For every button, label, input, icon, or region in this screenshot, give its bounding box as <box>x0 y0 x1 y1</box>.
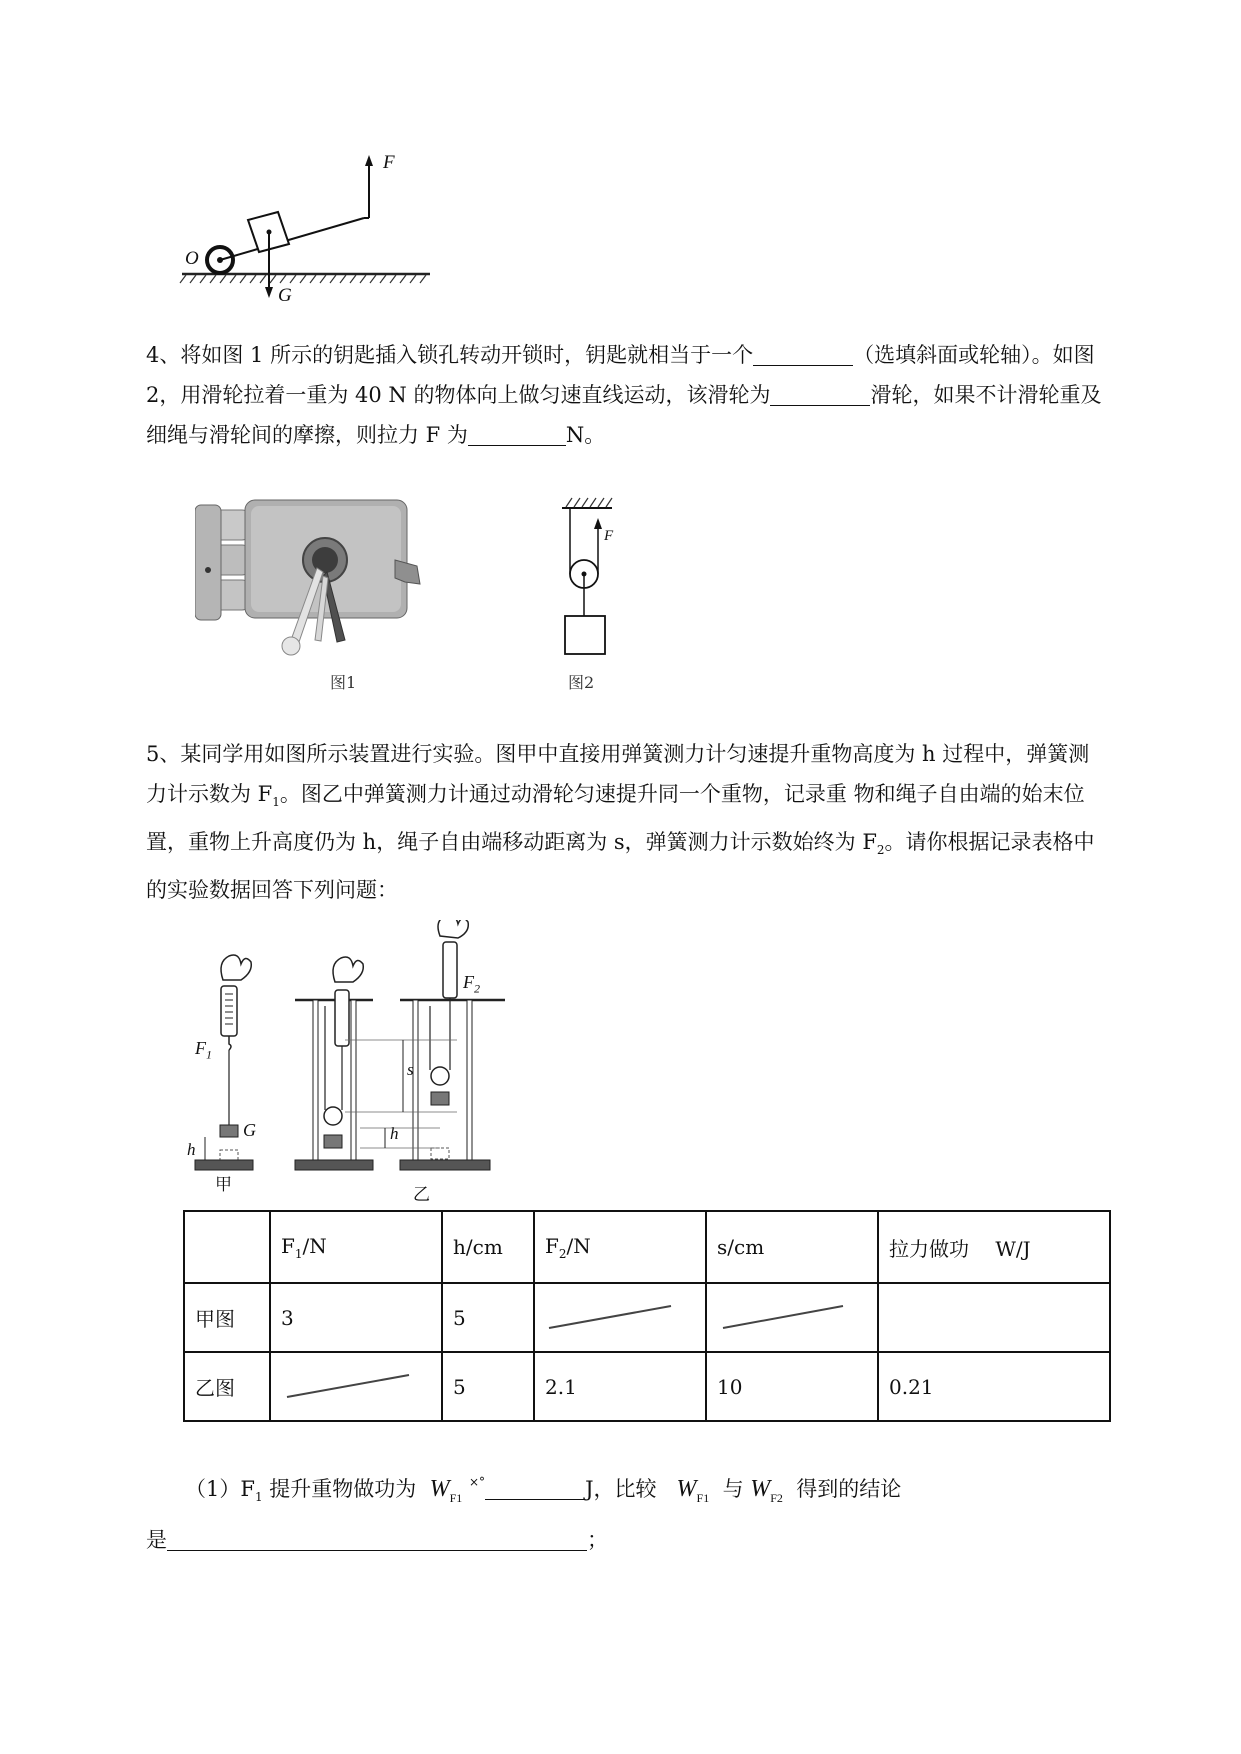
table-cell: 10 <box>706 1352 878 1421</box>
question-5 <box>146 734 1150 910</box>
q5-text-3a: 置，重物上升高度仍为 h，绳子自由端移动距离为 s，弹簧测力计示数始终为 F <box>146 830 877 855</box>
sub1-text-a: （1）F <box>185 1477 255 1501</box>
table-cell: 5 <box>442 1283 534 1352</box>
table-cell: 2.1 <box>534 1352 706 1421</box>
q5-text-2a: 力计示数为 F <box>146 782 273 806</box>
gravity-G-label: G <box>278 285 292 306</box>
force-F-label: F <box>383 152 395 173</box>
fig-yi-label: 乙 <box>413 1185 430 1205</box>
work-symbol-WF2: $W_{F2}$ <box>750 1476 783 1505</box>
fig-G-label: G <box>243 1120 256 1140</box>
table-cell: 甲图 <box>184 1283 270 1352</box>
q5-text-3b: 。请你根据记录表格中 <box>884 830 1095 855</box>
q4-text-1a: 4、将如图 1 所示的钥匙插入锁孔转动开锁时，钥匙就相当于一个 <box>146 343 754 367</box>
sub-question-1-conclusion <box>146 1520 608 1560</box>
table-cell-answer[interactable] <box>878 1283 1110 1352</box>
pulley-diagram <box>540 490 650 665</box>
lock-key-picture <box>195 490 425 665</box>
answer-blank-key[interactable] <box>753 339 853 366</box>
table-cell: 乙图 <box>184 1352 270 1421</box>
pulley-F-label: F <box>604 528 614 544</box>
table-header-cell <box>184 1211 270 1283</box>
sub1-sub: 1 <box>254 1490 263 1505</box>
q4-line-2 <box>146 375 1150 415</box>
q4-text-2b: 滑轮，如果不计滑轮重及 <box>870 383 1102 407</box>
q4-text-3b: N。 <box>565 423 606 447</box>
lock-key-figure <box>195 490 425 700</box>
table-header-cell: 拉力做功 W/J <box>878 1211 1110 1283</box>
table-header-cell: s/cm <box>706 1211 878 1283</box>
sub1-text-b: 提升重物做功为 <box>269 1477 417 1501</box>
q5-line-1: 5、某同学用如图所示装置进行实验。图甲中直接用弹簧测力计匀速提升重物高度为 h 过程中，弹簧测 <box>146 742 1090 766</box>
q4-text-2a: 2，用滑轮拉着一重为 40 N 的物体向上做匀速直线运动，该滑轮为 <box>146 383 771 407</box>
table-cell-slashed <box>270 1352 442 1421</box>
experiment-data-table <box>183 1210 1111 1422</box>
table-header-cell: $F_2/N$ <box>534 1211 706 1283</box>
figure-1-caption: 图1 <box>330 673 357 692</box>
answer-blank-pulley-type[interactable] <box>770 379 870 406</box>
table-header-row <box>184 1211 1110 1283</box>
sub1-text-e: 是 <box>146 1528 167 1552</box>
sub-question-1 <box>185 1462 901 1518</box>
table-cell-slashed <box>706 1283 878 1352</box>
experiment-figure <box>185 920 575 1205</box>
spring-scale-apparatus <box>185 920 575 1205</box>
fig-s-label: s <box>407 1060 414 1079</box>
sub1-text-c: J，比较 <box>585 1477 657 1501</box>
diagonal-slash <box>545 1298 695 1338</box>
question-4 <box>146 335 1150 455</box>
figure-2-caption: 图2 <box>568 673 595 692</box>
answer-blank-force[interactable] <box>468 419 566 446</box>
q4-text-1b: （选填斜面或轮轴）。如图 <box>853 343 1095 367</box>
table-header-cell: $F_1/N$ <box>270 1211 442 1283</box>
work-symbol-WF1: $W_{F1}$ <box>429 1476 463 1505</box>
table-cell: 3 <box>270 1283 442 1352</box>
table-cell: 0.21 <box>878 1352 1110 1421</box>
table-row <box>184 1283 1110 1352</box>
q5-line-3 <box>146 822 1150 870</box>
diagonal-slash <box>281 1367 431 1407</box>
q5-text-2b: 。图乙中弹簧测力计通过动滑轮匀速提升同一个重物，记录重 物和绳子自由端的始末位 <box>279 782 1085 806</box>
sub1-mark: ×° <box>469 1475 486 1489</box>
movable-pulley-figure <box>540 490 650 700</box>
fig-h2-label: h <box>390 1124 399 1143</box>
answer-blank-conclusion[interactable] <box>167 1524 587 1551</box>
table-row <box>184 1352 1110 1421</box>
sub1-text-d: 得到的结论 <box>796 1477 902 1501</box>
q4-line-3 <box>146 415 1150 455</box>
q4-line-1 <box>146 335 1150 375</box>
q4-text-3a: 细绳与滑轮间的摩擦，则拉力 F 为 <box>146 423 468 447</box>
answer-blank-work[interactable] <box>485 1473 585 1500</box>
q5-sub-1: 1 <box>272 795 280 810</box>
q5-sub-2: 2 <box>876 843 885 858</box>
pivot-O-label: O <box>185 248 199 269</box>
q5-line-4: 的实验数据回答下列问题： <box>146 878 398 903</box>
table-header-cell: h/cm <box>442 1211 534 1283</box>
table-cell: 5 <box>442 1352 534 1421</box>
work-symbol-WF1-compare: $W_{F1}$ <box>676 1476 710 1505</box>
sub1-text-and: 与 <box>722 1477 744 1501</box>
sub1-text-f: ； <box>587 1528 608 1552</box>
fig-h-label: h <box>187 1140 196 1159</box>
q5-line-2 <box>146 774 1150 822</box>
fig-F1-label: $F_1$ <box>195 1038 212 1062</box>
fig-F2-label: $F_2$ <box>463 972 480 996</box>
incline-diagram <box>178 150 438 310</box>
table-cell-slashed <box>534 1283 706 1352</box>
diagonal-slash <box>717 1298 867 1338</box>
incline-lever-figure <box>178 150 438 310</box>
fig-jia-label: 甲 <box>215 1175 232 1195</box>
